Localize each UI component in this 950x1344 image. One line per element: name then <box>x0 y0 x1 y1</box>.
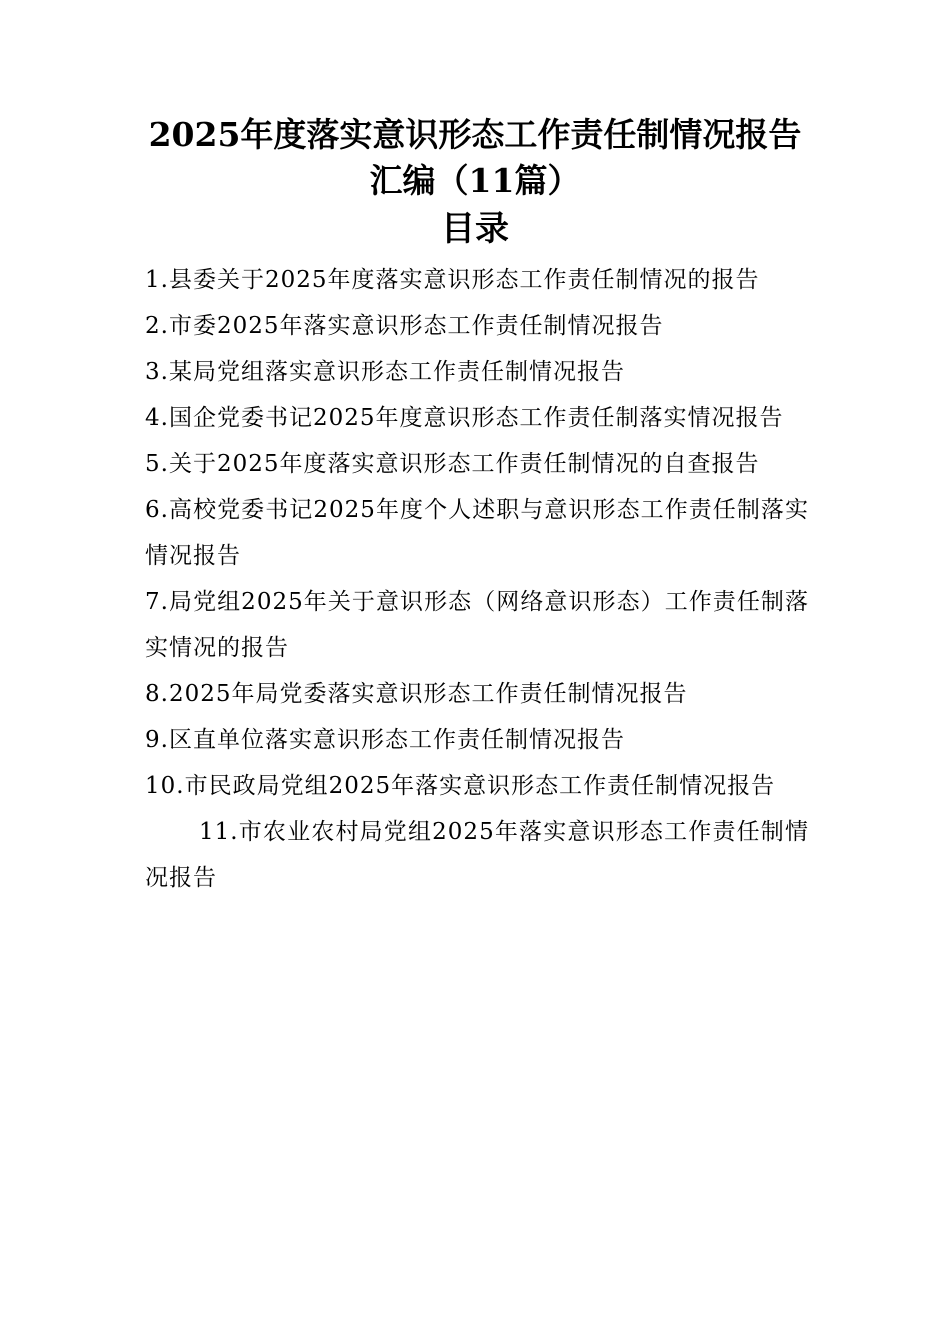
document-title: 2025年度落实意识形态工作责任制情况报告汇编（11篇） <box>148 115 802 200</box>
toc-item: 3.某局党组落实意识形态工作责任制情况报告 <box>145 359 625 385</box>
toc-item: 8.2025年局党委落实意识形态工作责任制情况报告 <box>145 681 688 707</box>
toc-item: 4.国企党委书记2025年度意识形态工作责任制落实情况报告 <box>145 405 784 431</box>
toc-heading: 目录 <box>441 209 509 249</box>
toc-item: 5.关于2025年度落实意识形态工作责任制情况的自查报告 <box>145 451 760 477</box>
toc-item: 9.区直单位落实意识形态工作责任制情况报告 <box>145 727 625 753</box>
toc-item: 6.高校党委书记2025年度个人述职与意识形态工作责任制落实情况报告 <box>145 497 809 569</box>
toc-item: 1.县委关于2025年度落实意识形态工作责任制情况的报告 <box>145 267 760 293</box>
table-of-contents <box>145 257 809 901</box>
toc-item: 10.市民政局党组2025年落实意识形态工作责任制情况报告 <box>145 773 776 799</box>
toc-item: 2.市委2025年落实意识形态工作责任制情况报告 <box>145 313 664 339</box>
toc-item: 11.市农业农村局党组2025年落实意识形态工作责任制情况报告 <box>145 819 809 891</box>
toc-item: 7.局党组2025年关于意识形态（网络意识形态）工作责任制落实情况的报告 <box>145 589 809 661</box>
